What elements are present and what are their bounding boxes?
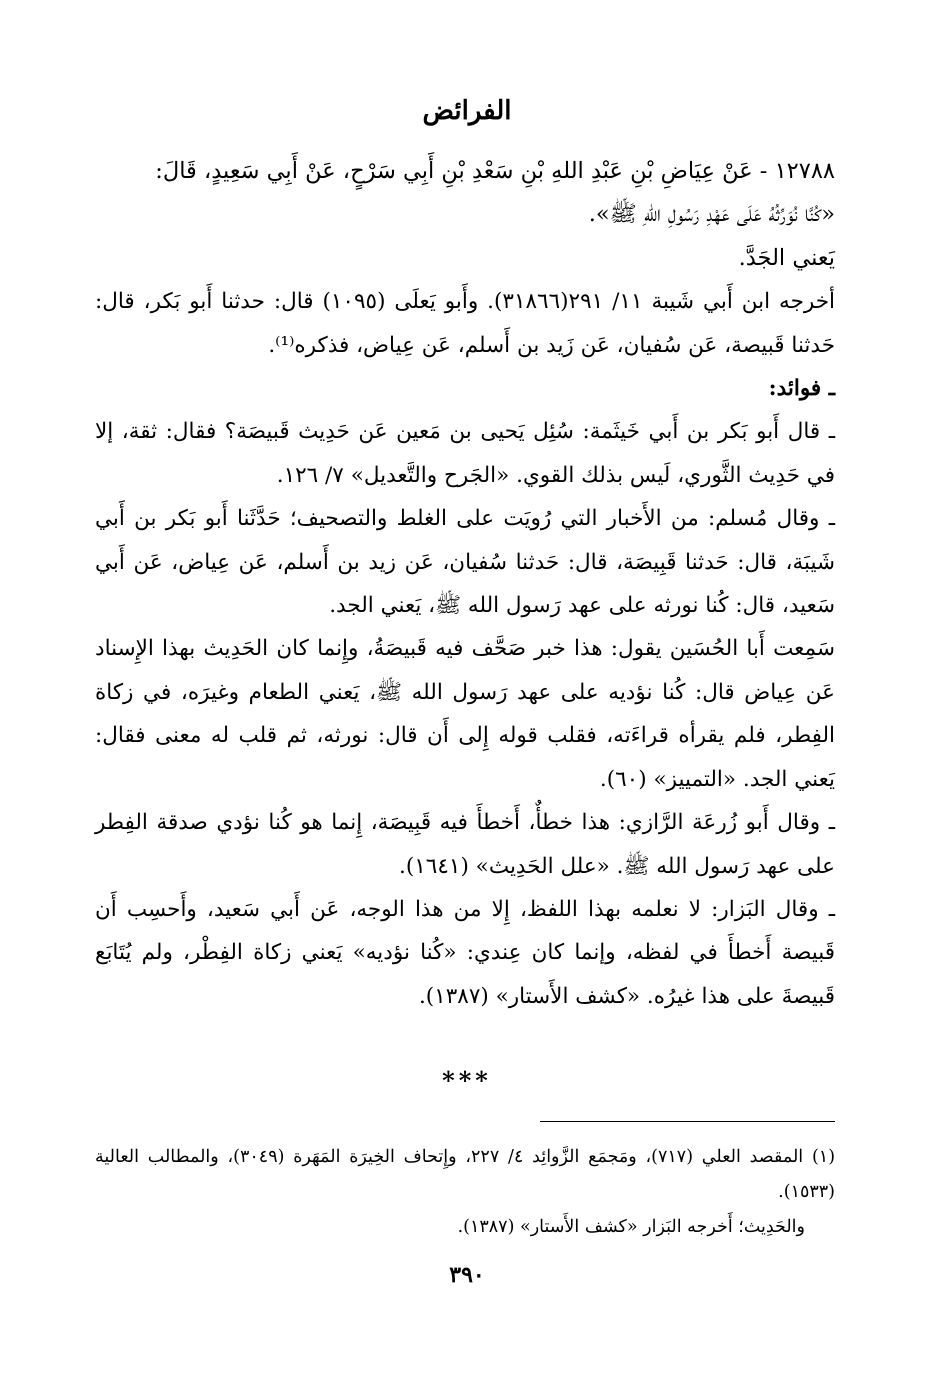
main-text — [95, 150, 835, 1018]
fawaid-paragraph: ـ وقال البَزار: لا نعلمه بهذا اللفظ، إِلا من هذا الوجه، عَن أَبي سَعيد، وأَحسِب أَن قَبيصة أَخطأَ في لفظه، وإنما كان عِندي: «كُنا نؤديه» يَعني زكاة الفِطْر، ولم يُتَابَع قَبيصةَ على هذا غيرُه. «كشف الأَستار» (١٣٨٧). — [95, 896, 835, 1009]
page-number: ٣٩٠ — [449, 1262, 485, 1288]
footnote-divider — [540, 1121, 835, 1122]
fawaid-paragraph: سَمِعت أَبا الحُسَين يقول: هذا خبر صَحَّف فيه قَبيصَةُ، وإِنما كان الحَدِيث بهذا الإِسناد عَن عِياض قال: كُنا نؤديه على عهد رَسول الله ﷺ، يَعني الطعام وغيرَه، في زكاة الفِطر، فلم يقرأه قراءَته، فقلب قوله إِلى أَن قال: نورثه، ثم قلب له معنى فقال: يَعني الجد. «التمييز» (٦٠). — [95, 636, 835, 792]
footnote: (١) المقصد العلي (٧١٧)، ومَجمَع الزَّوائِد ٤/ ٢٢٧، وإِتحاف الخِيرَة المَهَرة (٣٠٤٩)، والمطالب العالية (١٥٣٣). — [95, 1147, 836, 1202]
hadith-text: «كُنَّا نُوَرِّثُهُ عَلَى عَهْدِ رَسُولِ اللهِ ﷺ». — [588, 201, 835, 228]
section-separator: *** — [442, 1066, 492, 1095]
footnote-continuation: والحَدِيث؛ أَخرجه البَزار «كشف الأَستار» (١٣٨٧). — [457, 1217, 805, 1237]
hadith-explanation: يَعني الجَدَّ. — [738, 244, 835, 271]
fawaid-paragraph: ـ وقال مُسلم: من الأَخبار التي رُويَت على الغلط والتصحيف؛ حَدَّثَنا أَبو بَكر بن أَبي شَيبَة، قال: حَدثنا قَبِيصَة، قال: حَدثنا سُفيان، عَن زيد بن أَسلم، عَن عِياض، عَن أَبي سَعيد، قال: كُنا نورثه على عهد رَسول الله ﷺ، يَعني الجد. — [95, 506, 835, 619]
footnotes — [95, 1140, 835, 1245]
takhrij-paragraph: أخرجه ابن أَبي شَيبة ١١/ ٢٩١(٣١٨٦٦). وأَبو يَعلَى (١٠٩٥) قال: حدثنا أَبو بَكر، قال: حَدثنا قَبيصة، عَن سُفيان، عَن زَيد بن أَسلم، عَن عِياض، فذكره⁽¹⁾. — [95, 289, 835, 358]
fawaid-paragraph: ـ قال أَبو بَكر بن أَبي خَيثَمة: سُئِل يَحيى بن مَعين عَن حَدِيث قَبيصَة؟ فقال: ثقة، إلا في حَدِيث الثَّوري، لَيس بذلك القوي. «الجَرح والتَّعديل» ٧/ ١٢٦. — [95, 419, 835, 488]
page-title: الفرائض — [422, 96, 512, 126]
fawaid-heading: ـ فوائد: — [768, 376, 835, 402]
hadith-chain: ١٢٧٨٨ - عَنْ عِيَاضِ بْنِ عَبْدِ اللهِ بْنِ سَعْدِ بْنِ أَبِي سَرْحٍ، عَنْ أَبِي سَعِيدٍ، قَالَ: — [155, 158, 835, 184]
fawaid-paragraph: ـ وقال أَبو زُرعَة الرَّازي: هذا خطأٌ، أَخطأَ فيه قَبِيصَة، إِنما هو كُنا نؤدي صدقة الفِطر على عهد رَسول الله ﷺ. «علل الحَدِيث» (١٦٤١). — [95, 810, 835, 879]
